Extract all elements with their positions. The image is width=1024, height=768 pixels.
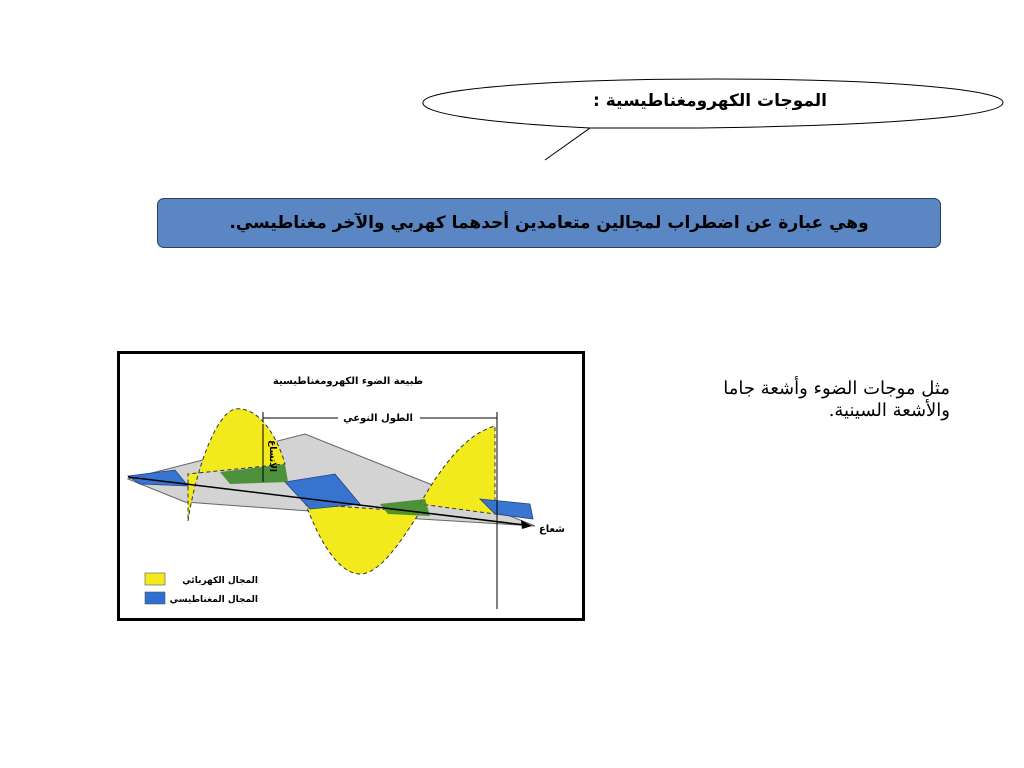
legend-label-electric: المجال الكهربائي bbox=[182, 576, 258, 586]
ray-label: شعاع bbox=[538, 524, 566, 535]
legend-label-magnetic: المجال المغناطيسي bbox=[169, 595, 258, 605]
em-wave-diagram bbox=[120, 354, 582, 618]
definition-text: وهي عبارة عن اضطراب لمجالين متعامدين أحدهما كهربي والآخر مغناطيسي. bbox=[229, 213, 869, 233]
wavelength-label: الطول النوعي bbox=[343, 413, 413, 424]
figure-title: طبيعة الضوء الكهرومغناطيسية bbox=[272, 376, 424, 387]
definition-box bbox=[157, 198, 941, 248]
amplitude-label: الاتساع bbox=[267, 440, 277, 472]
em-wave-figure bbox=[117, 351, 585, 621]
callout-title: الموجات الكهرومغناطيسية : bbox=[592, 91, 828, 111]
examples-text: مثل موجات الضوء وأشعة جاما والأشعة السينية. bbox=[723, 378, 950, 421]
legend-swatch-magnetic bbox=[145, 592, 165, 604]
legend-swatch-electric bbox=[145, 573, 165, 585]
speech-bubble bbox=[0, 0, 1024, 200]
